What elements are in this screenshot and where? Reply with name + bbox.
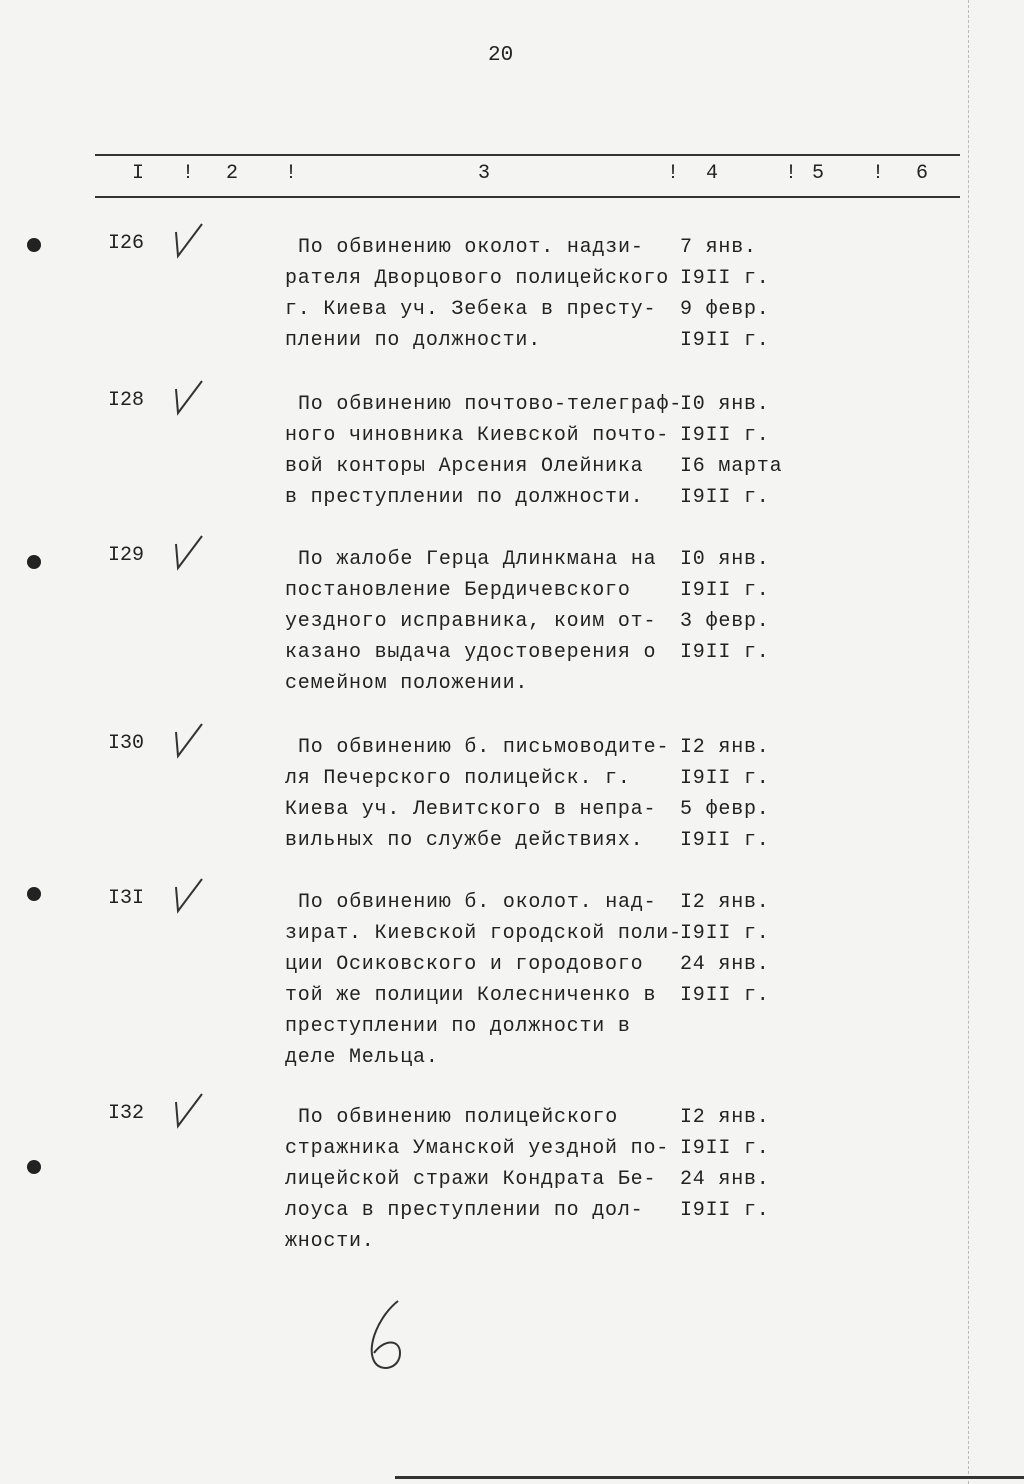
checkmark-icon	[168, 1090, 208, 1132]
description-line: Киева уч. Левитского в непра-	[285, 798, 657, 821]
header-separator: !	[285, 162, 298, 185]
header-col-4: 4	[706, 162, 719, 185]
checkmark-icon	[168, 377, 208, 419]
description-line: той же полиции Колесниченко в	[285, 984, 657, 1007]
case-number: I30	[108, 732, 145, 755]
description-line: ля Печерского полицейск. г.	[285, 767, 631, 790]
date-line: I2 янв.	[680, 1106, 770, 1129]
description-line: постановление Бердичевского	[285, 579, 631, 602]
checkmark-icon	[168, 220, 208, 262]
description-line: По обвинению почтово-телеграф-	[298, 393, 683, 416]
description-line: лоуса в преступлении по дол-	[285, 1199, 644, 1222]
header-top-rule	[95, 154, 960, 156]
date-line: 3 февр.	[680, 610, 770, 633]
description-line: стражника Уманской уездной по-	[285, 1137, 670, 1160]
case-description	[285, 232, 669, 356]
case-dates	[680, 389, 782, 513]
punch-hole-mark-icon	[24, 1158, 44, 1176]
description-line: плении по должности.	[285, 329, 542, 352]
date-line: I9II г.	[680, 424, 770, 447]
handwritten-number-6	[360, 1295, 420, 1375]
description-line: зират. Киевской городской поли-	[285, 922, 682, 945]
date-line: 24 янв.	[680, 953, 770, 976]
header-separator: !	[667, 162, 680, 185]
description-line: в преступлении по должности.	[285, 486, 644, 509]
date-line: I9II г.	[680, 1199, 770, 1222]
case-description	[285, 389, 682, 513]
description-line: По обвинению околот. надзи-	[298, 236, 644, 259]
description-line: По обвинению полицейского	[298, 1106, 619, 1129]
date-line: 5 февр.	[680, 798, 770, 821]
description-line: преступлении по должности в	[285, 1015, 631, 1038]
case-number: I26	[108, 232, 145, 255]
date-line: I9II г.	[680, 767, 770, 790]
date-line: I9II г.	[680, 267, 770, 290]
description-line: вильных по службе действиях.	[285, 829, 644, 852]
date-line: I9II г.	[680, 829, 770, 852]
case-dates	[680, 732, 770, 856]
description-line: вой конторы Арсения Олейника	[285, 455, 644, 478]
header-separator: !	[182, 162, 195, 185]
checkmark-icon	[168, 720, 208, 762]
page-number: 20	[488, 44, 514, 67]
case-dates	[680, 1102, 770, 1226]
description-line: По жалобе Герца Длинкмана на	[298, 548, 657, 571]
description-line: По обвинению б. письмоводите-	[298, 736, 670, 759]
date-line: I9II г.	[680, 984, 770, 1007]
checkmark-icon	[168, 875, 208, 917]
date-line: I0 янв.	[680, 548, 770, 571]
date-line: I0 янв.	[680, 393, 770, 416]
header-bottom-rule	[95, 196, 960, 198]
date-line: I9II г.	[680, 486, 770, 509]
checkmark-icon	[168, 532, 208, 574]
date-line: 7 янв.	[680, 236, 757, 259]
description-line: деле Мельца.	[285, 1046, 439, 1069]
case-number: I3I	[108, 887, 145, 910]
description-line: уездного исправника, коим от-	[285, 610, 657, 633]
date-line: I2 янв.	[680, 736, 770, 759]
punch-hole-mark-icon	[24, 885, 44, 903]
date-line: I9II г.	[680, 922, 770, 945]
case-number: I32	[108, 1102, 145, 1125]
date-line: 9 февр.	[680, 298, 770, 321]
case-dates	[680, 544, 770, 668]
margin-fold-line	[968, 0, 970, 1484]
description-line: лицейской стражи Кондрата Бе-	[285, 1168, 657, 1191]
date-line: I9II г.	[680, 329, 770, 352]
header-col-3: 3	[478, 162, 491, 185]
description-line: ного чиновника Киевской почто-	[285, 424, 670, 447]
bottom-rule	[395, 1476, 1024, 1479]
header-separator: !	[785, 162, 798, 185]
punch-hole-mark-icon	[24, 553, 44, 571]
description-line: По обвинению б. околот. над-	[298, 891, 657, 914]
case-dates	[680, 232, 770, 356]
header-col-2: 2	[226, 162, 239, 185]
description-line: г. Киева уч. Зебека в престу-	[285, 298, 657, 321]
punch-hole-mark-icon	[24, 236, 44, 254]
description-line: казано выдача удостоверения о	[285, 641, 657, 664]
case-description	[285, 732, 669, 856]
header-col-5: 5	[812, 162, 825, 185]
description-line: жности.	[285, 1230, 375, 1253]
description-line: семейном положении.	[285, 672, 529, 695]
case-number: I28	[108, 389, 145, 412]
case-dates	[680, 887, 770, 1011]
date-line: I9II г.	[680, 1137, 770, 1160]
case-description	[285, 887, 682, 1073]
date-line: I9II г.	[680, 641, 770, 664]
date-line: I2 янв.	[680, 891, 770, 914]
description-line: ции Осиковского и городового	[285, 953, 644, 976]
case-number: I29	[108, 544, 145, 567]
description-line: рателя Дворцового полицейского	[285, 267, 670, 290]
header-separator: !	[872, 162, 885, 185]
date-line: I6 марта	[680, 455, 783, 478]
date-line: I9II г.	[680, 579, 770, 602]
date-line: 24 янв.	[680, 1168, 770, 1191]
header-col-6: 6	[916, 162, 929, 185]
case-description	[285, 544, 656, 699]
case-description	[285, 1102, 669, 1257]
header-col-1: I	[132, 162, 145, 185]
